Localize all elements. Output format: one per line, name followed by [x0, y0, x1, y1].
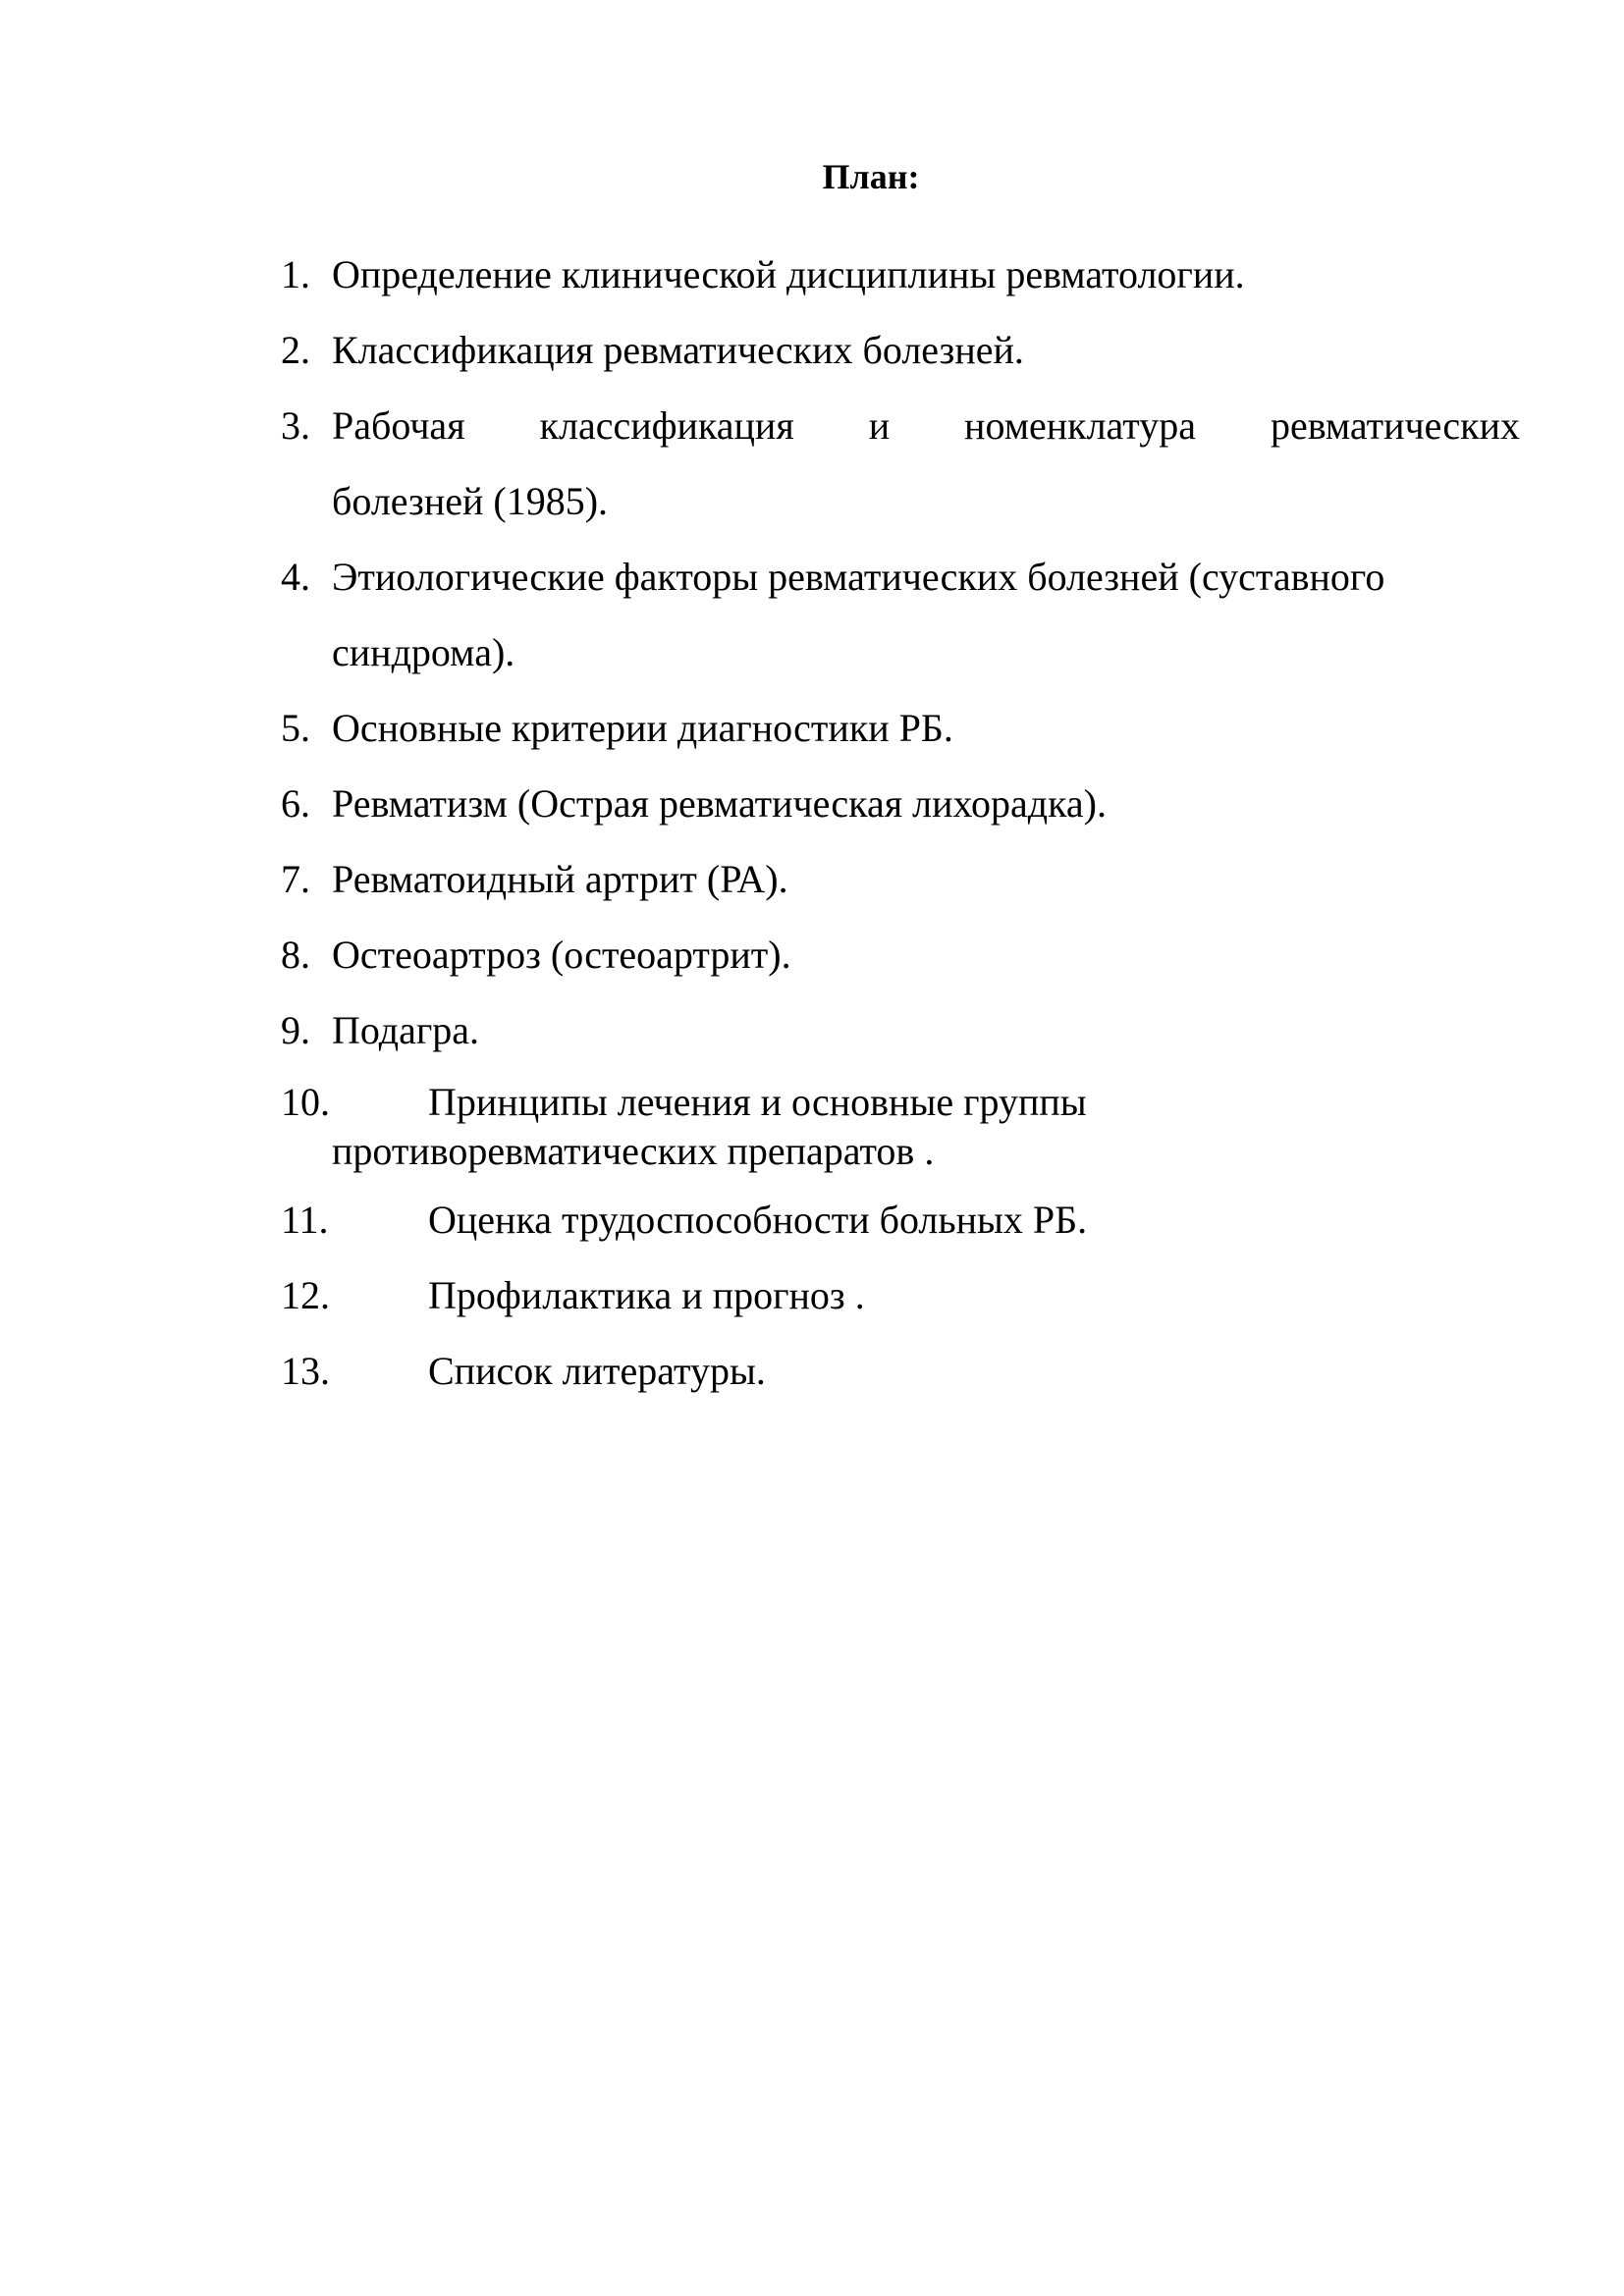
item-text: Список литературы. [428, 1349, 766, 1393]
item-text-line1 [332, 388, 1520, 463]
item-number: 9. [281, 1008, 310, 1052]
item-word: номенклатура [964, 403, 1196, 448]
item-text: Основные критерии диагностики РБ. [332, 706, 953, 750]
list-item [281, 312, 1520, 388]
item-text-line1: Принципы лечения и основные группы [428, 1080, 1087, 1124]
list-item [281, 388, 1520, 539]
item-text: Оценка трудоспособности больных РБ. [428, 1198, 1088, 1242]
list-item [281, 539, 1520, 690]
item-number: 12. [281, 1273, 330, 1317]
item-word: классификация [539, 403, 794, 448]
item-number: 3. [281, 403, 310, 448]
item-text: Остеоартроз (остеоартрит). [332, 933, 791, 977]
item-text-line1: Этиологические факторы ревматических болезней (суставного [332, 555, 1385, 599]
item-word: ревматических [1270, 403, 1520, 448]
list-item [281, 841, 1520, 917]
list-item [281, 690, 1520, 766]
item-text-line2: противоревматических препаратов . [332, 1129, 935, 1173]
item-text: Профилактика и прогноз . [428, 1273, 865, 1317]
item-word: Рабочая [332, 403, 465, 448]
page-title: План: [822, 157, 920, 196]
list-item [281, 917, 1520, 992]
item-text: Ревматоидный артрит (РА). [332, 857, 788, 901]
item-number: 4. [281, 555, 310, 599]
list-item [281, 766, 1520, 841]
item-text: Ревматизм (Острая ревматическая лихорадка). [332, 781, 1108, 826]
item-text: Классификация ревматических болезней. [332, 328, 1024, 372]
item-word: и [868, 403, 891, 448]
item-number: 6. [281, 781, 310, 826]
list-item [281, 1182, 1520, 1257]
list-item [281, 992, 1520, 1068]
item-number: 11. [281, 1198, 329, 1242]
list-item [281, 1333, 1520, 1409]
item-number: 8. [281, 933, 310, 977]
item-text-line2: синдрома). [332, 630, 515, 674]
item-text: Определение клинической дисциплины ревматологии. [332, 252, 1245, 296]
item-text: Подагра. [332, 1008, 479, 1052]
item-text-line2: болезней (1985). [332, 479, 609, 523]
item-number: 5. [281, 706, 310, 750]
list-item [281, 1257, 1520, 1333]
item-number: 13. [281, 1349, 330, 1393]
item-number: 7. [281, 857, 310, 901]
item-number: 2. [281, 328, 310, 372]
plan-list [281, 237, 1520, 1409]
item-number: 1. [281, 252, 310, 296]
item-number: 10. [281, 1080, 330, 1124]
list-item [281, 1068, 1520, 1182]
list-item [281, 237, 1520, 312]
